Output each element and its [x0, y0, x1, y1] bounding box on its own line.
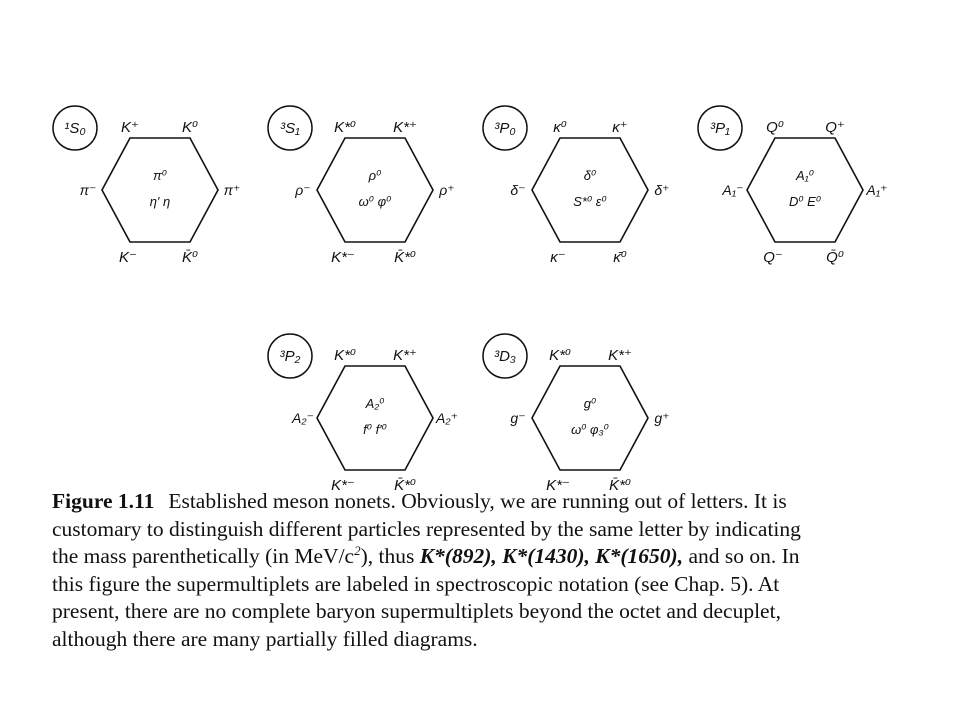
nonet-hexagon: [317, 366, 433, 470]
caption-line-4: this figure the supermultiplets are labeled in spectroscopic notation (see Chap. 5). At: [52, 571, 780, 596]
particle-center-top: π⁰: [153, 168, 167, 183]
particle-top-right: K*⁺: [393, 347, 417, 364]
nonet-label: ¹S₀: [64, 120, 86, 137]
particle-bottom-right: κ̄⁰: [613, 249, 627, 266]
particle-left: g⁻: [510, 410, 526, 426]
caption-line-2: customary to distinguish different particles represented by the same letter by indicating: [52, 516, 801, 541]
particle-top-left: K*⁰: [334, 347, 356, 364]
caption-line-6: although there are many partially filled diagrams.: [52, 626, 478, 651]
nonet-hexagon: [532, 138, 648, 242]
nonet-1: [53, 106, 240, 266]
particle-top-right: Q⁺: [825, 119, 845, 136]
nonet-label: ³P₂: [279, 348, 301, 365]
nonet-label: ³D₃: [494, 348, 516, 365]
particle-center-bottom: f⁰ f′⁰: [363, 422, 387, 437]
particle-top-right: K*⁺: [608, 347, 632, 364]
nonet-hexagon: [102, 138, 218, 242]
particle-center-top: ρ⁰: [368, 168, 382, 183]
particle-top-right: K⁰: [181, 119, 199, 136]
particle-bottom-left: K*⁻: [546, 477, 570, 494]
particle-center-top: δ⁰: [583, 168, 597, 183]
particle-center-bottom: ω⁰ φ₃⁰: [571, 422, 609, 437]
particle-center-bottom: D⁰ E⁰: [788, 194, 822, 209]
nonet-5: [268, 334, 458, 494]
particle-left: ρ⁻: [295, 182, 311, 198]
particle-bottom-right: K̄*⁰: [394, 477, 416, 494]
nonet-label: ³P₁: [710, 120, 730, 137]
particle-right: π⁺: [223, 182, 241, 198]
nonet-hexagon: [317, 138, 433, 242]
particle-center-top: g⁰: [583, 396, 597, 411]
caption-line-1: Figure 1.11 Established meson nonets. Obviously, we are running out of letters. It is: [52, 489, 787, 513]
particle-top-left: Q⁰: [766, 119, 784, 136]
particle-bottom-right: K̄*⁰: [609, 477, 631, 494]
particle-right: A₂⁺: [435, 410, 459, 426]
particle-right: ρ⁺: [439, 182, 455, 198]
particle-bottom-right: K̄*⁰: [394, 249, 416, 266]
particle-bottom-left: K⁻: [119, 249, 137, 266]
particle-top-left: K*⁰: [334, 119, 356, 136]
caption-line-3: the mass parenthetically (in MeV/$c^2$), thus K*(892), K*(1430), K*(1650), and so on. In: [52, 542, 800, 568]
particle-center-top: A₁⁰: [796, 168, 814, 183]
caption-line-5: present, there are no complete baryon supermultiplets beyond the octet and decuplet,: [52, 599, 781, 623]
particle-bottom-left: K*⁻: [331, 477, 355, 494]
particle-bottom-left: Q⁻: [763, 249, 783, 266]
nonet-3: [483, 106, 670, 266]
figure-caption: [52, 488, 912, 653]
particle-bottom-left: κ⁻: [550, 249, 566, 266]
particle-bottom-left: K*⁻: [331, 249, 355, 266]
nonet-hexagon: [532, 366, 648, 470]
particle-top-left: κ⁰: [553, 119, 567, 136]
particle-right: A₁⁺: [866, 182, 888, 198]
particle-top-left: K⁺: [121, 119, 139, 136]
nonet-6: [483, 334, 670, 494]
particle-center-bottom: η′ η: [149, 194, 171, 209]
particle-bottom-right: K̄⁰: [181, 249, 199, 266]
nonet-label: ³P₀: [494, 120, 516, 137]
particle-center-bottom: S*⁰ ε⁰: [573, 194, 607, 209]
particle-top-right: κ⁺: [612, 119, 628, 136]
particle-center-bottom: ω⁰ φ⁰: [358, 194, 392, 209]
nonet-4: [698, 106, 888, 266]
particle-bottom-right: Q̄⁰: [826, 249, 844, 266]
particle-left: A₂⁻: [291, 410, 315, 426]
nonet-label: ³S₁: [280, 120, 300, 137]
nonet-2: [268, 106, 455, 266]
particle-right: δ⁺: [654, 182, 670, 198]
particle-top-left: K*⁰: [549, 347, 571, 364]
particle-top-right: K*⁺: [393, 119, 417, 136]
particle-left: δ⁻: [510, 182, 526, 198]
nonet-hexagon: [747, 138, 863, 242]
particle-left: π⁻: [79, 182, 97, 198]
particle-left: A₁⁻: [722, 182, 744, 198]
figure-number: Figure 1.11: [52, 489, 155, 513]
particle-right: g⁺: [654, 410, 670, 426]
particle-center-top: A₂⁰: [365, 396, 385, 411]
